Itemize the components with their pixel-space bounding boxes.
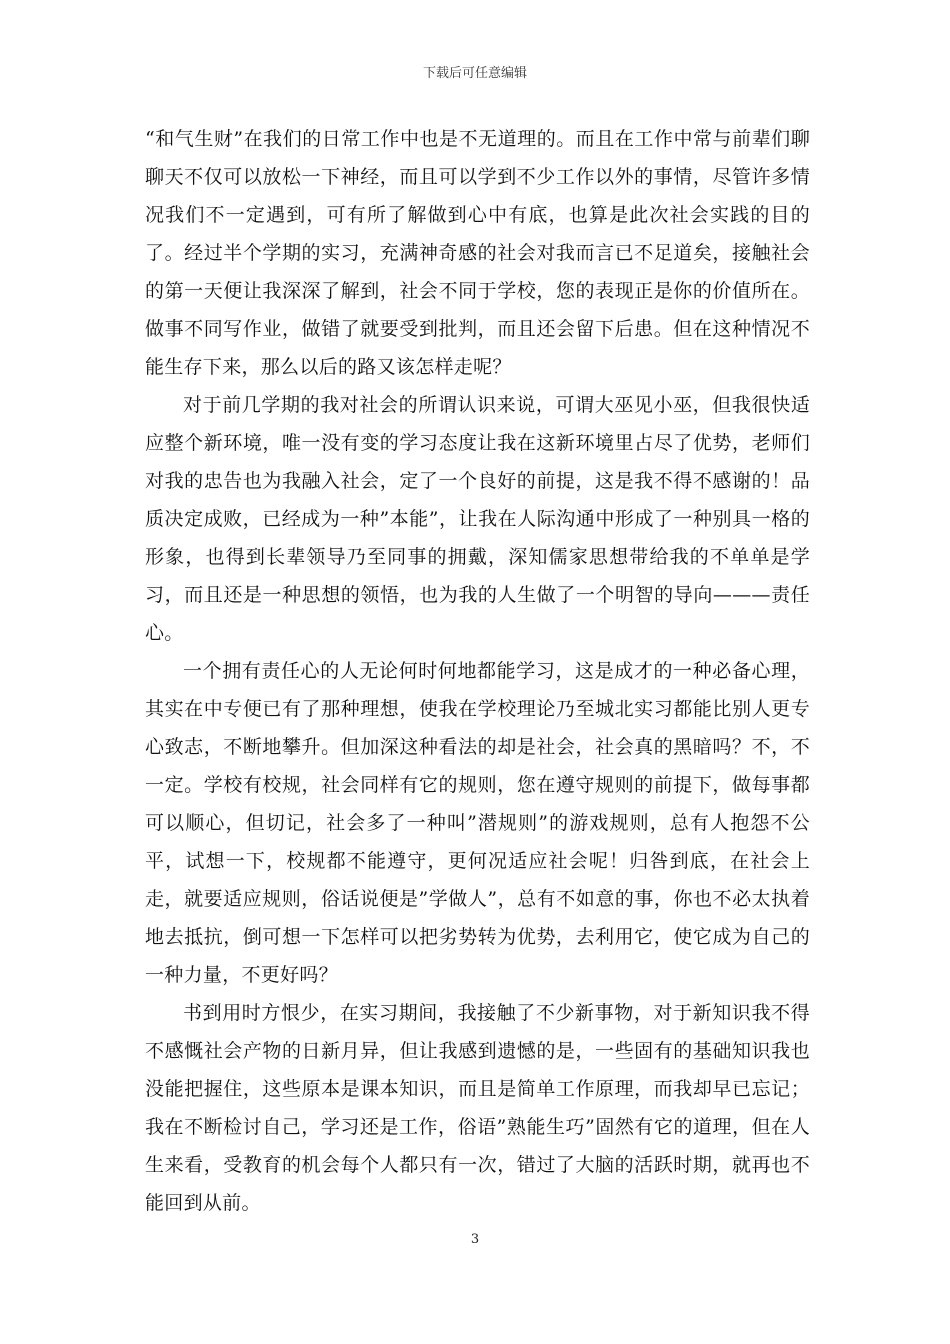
paragraph-1: “和气生财”在我们的日常工作中也是不无道理的。而且在工作中常与前辈们聊聊天不仅可以放松一下神经，而且可以学到不少工作以外的事情，尽管许多情况我们不一定遇到，可有所了解做到心中有底，也算是此次社会实践的目的了。经过半个学期的实习，充满神奇感的社会对我而言已不足道矣，接触社会的第一天便让我深深了解到，社会不同于学校，您的表现正是你的价值所在。做事不同写作业，做错了就要受到批判，而且还会留下后患。但在这种情况不能生存下来，那么以后的路又该怎样走呢？ [145,128,810,378]
paragraph-2: 对于前几学期的我对社会的所谓认识来说，可谓大巫见小巫，但我很快适应整个新环境，唯一没有变的学习态度让我在这新环境里占尽了优势，老师们对我的忠告也为我融入社会，定了一个良好的前提，这是我不得不感谢的！品质决定成败，已经成为一种”本能”，让我在人际沟通中形成了一种别具一格的形象，也得到长辈领导乃至同事的拥戴，深知儒家思想带给我的不单单是学习，而且还是一种思想的领悟，也为我的人生做了一个明智的导向———责任心。 [145,394,810,644]
document-body [145,120,810,1222]
paragraph-3: 一个拥有责任心的人无论何时何地都能学习，这是成才的一种必备心理，其实在中专便已有了那种理想，使我在学校理论乃至城北实习都能比别人更专心致志，不断地攀升。但加深这种看法的却是社会，社会真的黑暗吗？不，不一定。学校有校规，社会同样有它的规则，您在遵守规则的前提下，做每事都可以顺心，但切记，社会多了一种叫”潜规则”的游戏规则，总有人抱怨不公平，试想一下，校规都不能遵守，更何况适应社会呢！归咎到底，在社会上走，就要适应规则，俗话说便是”学做人”，总有不如意的事，你也不必太执着地去抵抗，倒可想一下怎样可以把劣势转为优势，去利用它，使它成为自己的一种力量，不更好吗？ [145,660,810,986]
page-number: 3 [470,1232,480,1247]
paragraph-4: 书到用时方恨少，在实习期间，我接触了不少新事物，对于新知识我不得不感慨社会产物的日新月异，但让我感到遗憾的是，一些固有的基础知识我也没能把握住，这些原本是课本知识，而且是简单工作原理，而我却早已忘记；我在不断检讨自己，学习还是工作，俗语”熟能生巧”固然有它的道理，但在人生来看，受教育的机会每个人都只有一次，错过了大脑的活跃时期，就再也不能回到从前。 [145,1002,810,1214]
page-header: 下载后可任意编辑 [422,66,527,81]
